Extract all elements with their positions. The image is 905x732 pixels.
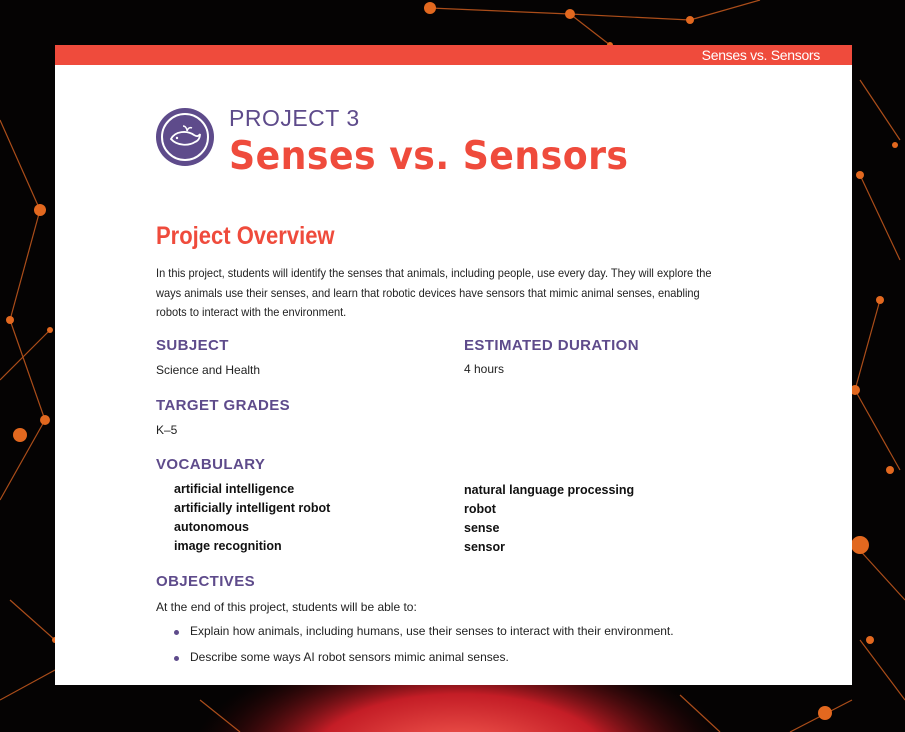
vocabulary-list-right xyxy=(464,481,634,557)
vocabulary-term: image recognition xyxy=(174,539,282,553)
subject-value: Science and Health xyxy=(156,363,261,377)
project-number: PROJECT 3 xyxy=(229,105,360,131)
objectives-list xyxy=(172,624,674,676)
project-badge xyxy=(156,108,214,166)
vocabulary-label: VOCABULARY xyxy=(156,456,266,473)
duration-label: ESTIMATED DURATION xyxy=(464,337,639,354)
whale-icon xyxy=(161,113,209,161)
header-title: Senses vs. Sensors xyxy=(701,47,820,63)
vocabulary-term: robot xyxy=(464,502,496,516)
vocabulary-list-left xyxy=(174,480,330,556)
vocabulary-term: sense xyxy=(464,521,500,535)
grades-value: K–5 xyxy=(156,423,178,437)
vocabulary-term: artificially intelligent robot xyxy=(174,501,331,515)
list-item: Explain how animals, including humans, use their senses to interact with their environment. xyxy=(172,624,674,650)
overview-heading: Project Overview xyxy=(156,222,335,250)
vocabulary-term: artificial intelligence xyxy=(174,482,295,496)
vocabulary-term: sensor xyxy=(464,540,505,554)
header-bar xyxy=(55,45,852,65)
vocabulary-term: natural language processing xyxy=(464,483,635,497)
grades-label: TARGET GRADES xyxy=(156,397,291,414)
overview-text: In this project, students will identify the senses that animals, including people, use every day. They will explore the ways animals use their senses, and learn that robotic devices have sensors that mimic animal senses, enabling robots to interact with the environment. xyxy=(156,266,712,319)
document-page xyxy=(55,45,852,685)
vocabulary-term: autonomous xyxy=(174,520,249,534)
duration-value: 4 hours xyxy=(464,362,505,376)
objectives-intro: At the end of this project, students will be able to: xyxy=(156,600,417,614)
objectives-label: OBJECTIVES xyxy=(156,573,256,590)
subject-label: SUBJECT xyxy=(156,337,229,354)
list-item: Describe some ways AI robot sensors mimic animal senses. xyxy=(172,650,674,676)
page-title: Senses vs. Sensors xyxy=(229,134,629,179)
